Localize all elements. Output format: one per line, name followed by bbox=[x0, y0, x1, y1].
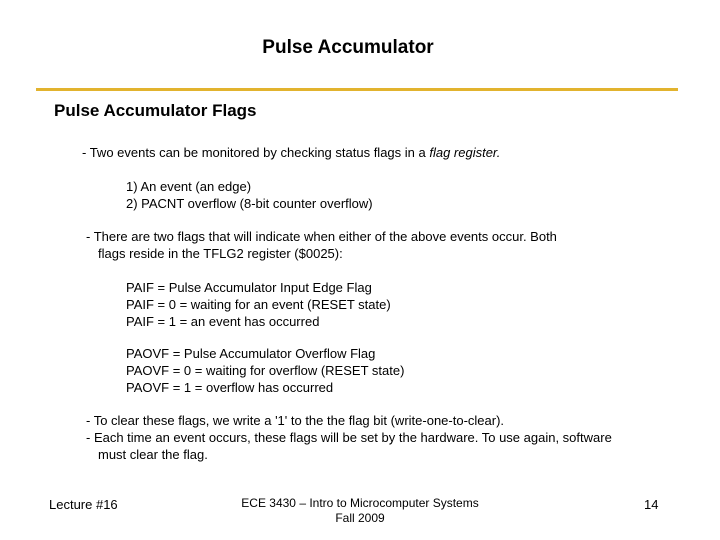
definition-line: PAOVF = 1 = overflow has occurred bbox=[126, 380, 334, 395]
definition-line: PAIF = 0 = waiting for an event (RESET state) bbox=[126, 297, 391, 312]
footer-term: Fall 2009 bbox=[335, 511, 385, 525]
events-list bbox=[126, 178, 373, 212]
note-line: - Each time an event occurs, these flags will be set by the hardware. To use again, software bbox=[86, 430, 612, 445]
list-item: 1) An event (an edge) bbox=[126, 179, 252, 194]
definition-line: PAOVF = 0 = waiting for overflow (RESET state) bbox=[126, 363, 405, 378]
paif-definitions bbox=[126, 279, 391, 330]
paragraph-line: flags reside in the TFLG2 register ($0025): bbox=[98, 246, 343, 261]
page-number: 14 bbox=[644, 497, 659, 512]
slide-title: Pulse Accumulator bbox=[262, 37, 434, 58]
definition-line: PAIF = 1 = an event has occurred bbox=[126, 314, 320, 329]
footer-course bbox=[226, 496, 494, 526]
intro-emphasis: flag register. bbox=[429, 145, 501, 160]
clearing-notes bbox=[86, 412, 612, 463]
definition-line: PAIF = Pulse Accumulator Input Edge Flag bbox=[126, 280, 372, 295]
slide-subtitle: Pulse Accumulator Flags bbox=[54, 101, 257, 120]
title-divider bbox=[36, 88, 678, 91]
definition-line: PAOVF = Pulse Accumulator Overflow Flag bbox=[126, 346, 376, 361]
flags-description bbox=[86, 228, 557, 262]
paovf-definitions bbox=[126, 345, 404, 396]
intro-text: - Two events can be monitored by checking status flags in a bbox=[82, 145, 430, 160]
paragraph-line: - There are two flags that will indicate when either of the above events occur. Both bbox=[86, 229, 557, 244]
note-line: must clear the flag. bbox=[98, 447, 208, 462]
list-item: 2) PACNT overflow (8-bit counter overflow) bbox=[126, 196, 373, 211]
intro-paragraph bbox=[82, 144, 500, 161]
footer-lecture: Lecture #16 bbox=[49, 497, 118, 512]
note-line: - To clear these flags, we write a '1' to the the flag bit (write-one-to-clear). bbox=[86, 413, 505, 428]
footer-course-title: ECE 3430 – Intro to Microcomputer Systems bbox=[241, 496, 479, 510]
